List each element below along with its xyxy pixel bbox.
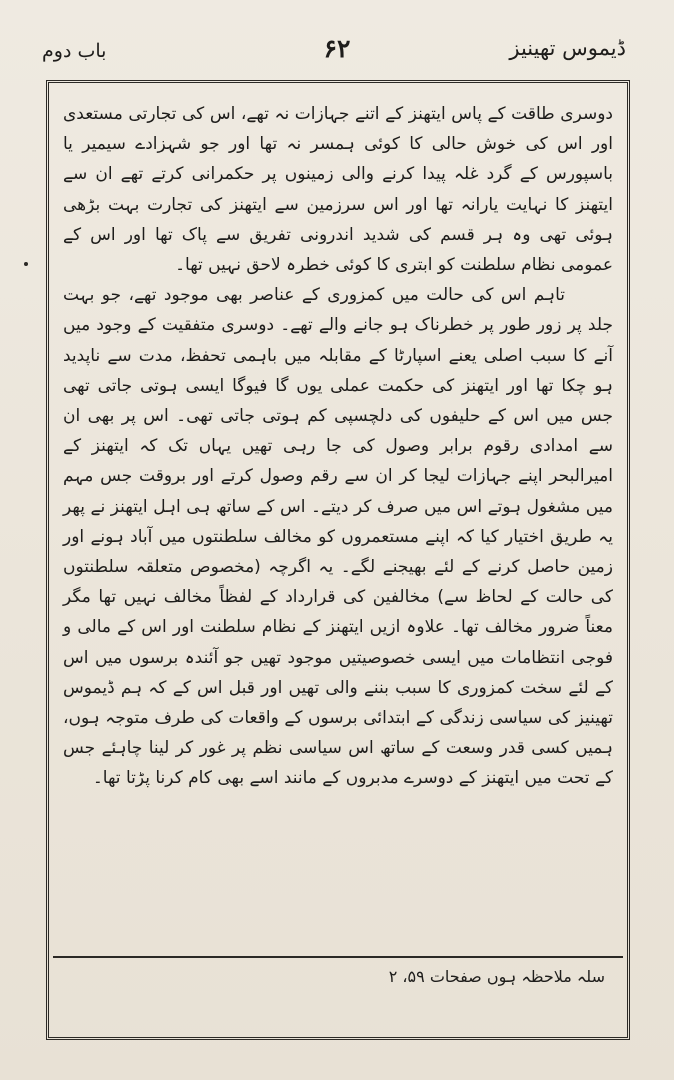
chapter-label: باب دوم (42, 40, 107, 62)
ink-speck (24, 262, 28, 266)
footnote: سلہ ملاحظہ ہوں صفحات ۵۹، ۲ (388, 967, 605, 986)
running-head (30, 30, 644, 80)
footnote-rule (53, 956, 623, 958)
text-frame (46, 80, 630, 1040)
body-text (63, 99, 613, 794)
book-title: ڈیموس تھینیز (509, 36, 626, 60)
paragraph: تاہم اس کی حالت میں کمزوری کے عناصر بھی موجود تھے، جو بہت جلد پر زور طور پر خطرناک ہو جانے والے تھے۔ دوسری متفقیت کے وجود میں آنے کا سبب اصلی یعنے اسپارٹا کے مقابلہ میں باہمی تحفظ، مدت سے ناپدید ہو چکا تھا اور ایتھنز کی حکمت عملی یوں گا فیوگا ایسی ہوتی جاتی تھی جس میں اس کے حلیفوں کی دلچسپی کم ہوتی جاتی تھی۔ اس پر بھی ان سے امدادی رقوم برابر وصول کی جا رہی تھیں یہاں تک کہ ایتھنز کے امیرالبحر اپنے جہازات لیجا کر ان سے رقم وصول کرتے اور بروقت جس مہم میں مشغول ہوتے اس میں صرف کر دیتے۔ اس کے ساتھ ہی اہل ایتھنز نے پھر یہ طریق اختیار کیا کہ اپنے مستعمروں کو مخالف سلطنتوں میں آباد ہونے اور زمین حاصل کرنے کے لئے بھیجنے لگے۔ یہ اگرچہ (مخصوص متعلقہ سلطنتوں کی حالت کے لحاظ سے) مخالفین کی قرارداد کے لفظاً مخالف نہیں تھا مگر معناً ضرور مخالف تھا۔ علاوہ ازیں ایتھنز کے نظام سلطنت اور اس کے مالی و فوجی انتظامات میں ایسی خصوصیتیں موجود تھیں جو آئندہ برسوں میں اس کے لئے سخت کمزوری کا سبب بننے والی تھیں اور قبل اس کے کہ ہم ڈیموس تھینیز کی سیاسی زندگی کے ابتدائی برسوں کے واقعات کی طرف متوجہ ہوں، ہمیں کسی قدر وسعت کے ساتھ اس سیاسی نظم پر غور کر لینا چاہئے جس کے تحت میں ایتھنز کے دوسرے مدبروں کے مانند اسے بھی کام کرنا پڑتا تھا۔ (63, 285, 613, 789)
paragraph: دوسری طاقت کے پاس ایتھنز کے اتنے جہازات نہ تھے، اس کی تجارتی مستعدی اور اس کی خوش حالی کا کوئی ہمسر نہ تھا اور جو شہزادے سیمیر یا باسپورس کے گرد غلہ پیدا کرنے والی زمینوں پر حکمرانی کرتے تھے ان سے ایتھنز کا نہایت یارانہ تھا اور اس سرزمین سے ایتھنز کی تجارت بہت بڑھی ہوئی تھی وہ ہر قسم کی شدید اندرونی تفریق سے پاک تھا اور اس کے عمومی نظام سلطنت کو ابتری کا کوئی خطرہ لاحق نہیں تھا۔ (63, 104, 613, 276)
page-number: ۶۲ (323, 34, 351, 63)
